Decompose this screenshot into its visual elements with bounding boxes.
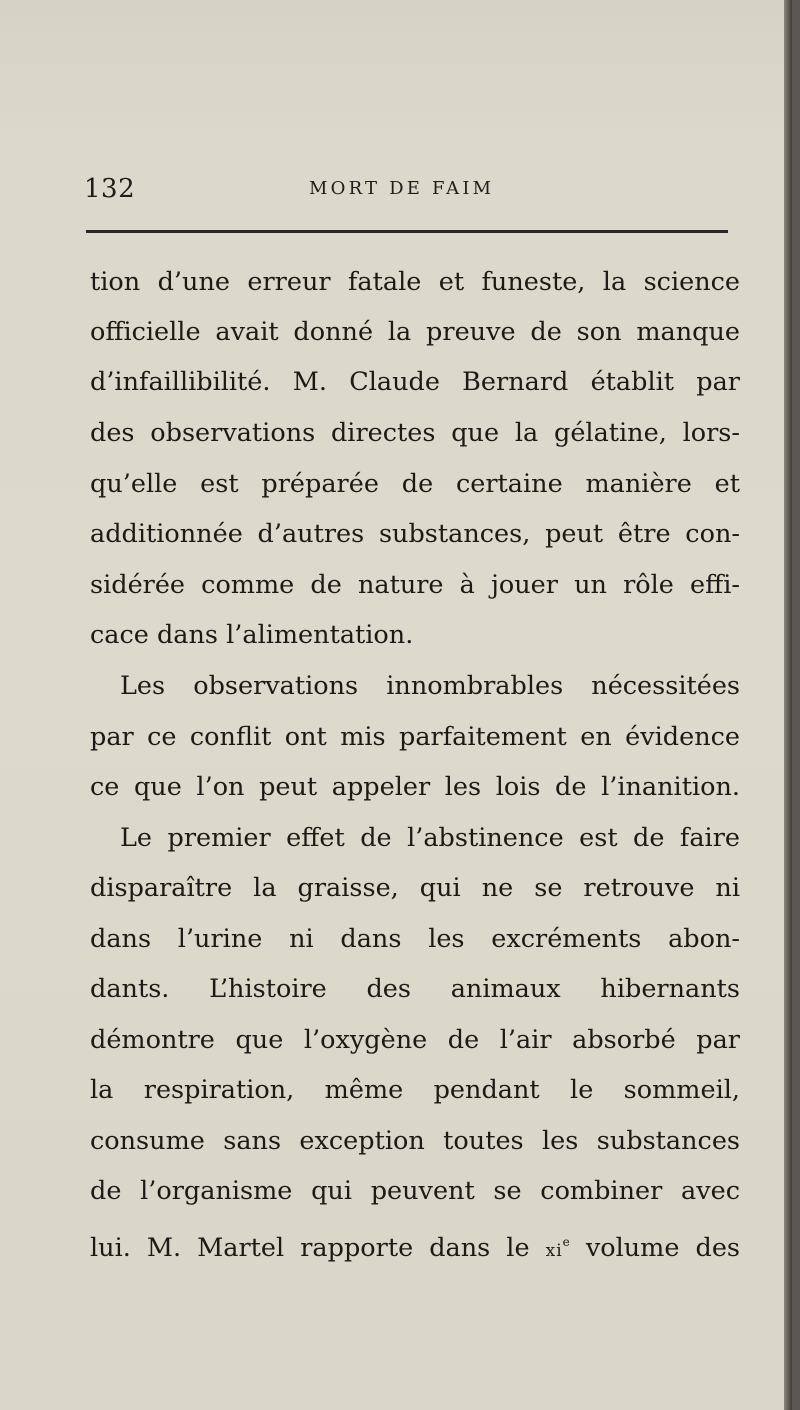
text-line: cace dans l’alimentation. (90, 620, 414, 650)
line-text: volume des (569, 1233, 740, 1263)
text-line: la respiration, même pendant le sommeil, (90, 1075, 740, 1105)
text-line: qu’elle est préparée de certaine manière et (90, 469, 740, 499)
page-number: 132 (84, 174, 136, 204)
page-edge (784, 0, 792, 1410)
text-line: additionnée d’autres substances, peut être con- (90, 519, 740, 549)
text-line-last (90, 1217, 740, 1267)
text-line: consume sans exception toutes les substances (90, 1126, 740, 1156)
text-line: disparaître la graisse, qui ne se retrouve ni (90, 873, 740, 903)
text-line: Les observations innombrables nécessitées (120, 671, 740, 701)
page-header (84, 172, 732, 208)
superscript: e (562, 1235, 570, 1249)
header-rule (86, 230, 728, 233)
text-line: sidérée comme de nature à jouer un rôle effi- (90, 570, 740, 600)
running-title: MORT DE FAIM (309, 178, 495, 199)
text-line: ce que l’on peut appeler les lois de l’inanition. (90, 772, 740, 802)
roman-numeral: xi (545, 1241, 563, 1261)
text-line: par ce conflit ont mis parfaitement en évidence (90, 722, 740, 752)
text-line: des observations directes que la gélatine, lors- (90, 418, 740, 448)
text-line: d’infaillibilité. M. Claude Bernard établit par (90, 367, 740, 397)
text-line: officielle avait donné la preuve de son manque (90, 317, 740, 347)
text-line: de l’organisme qui peuvent se combiner avec (90, 1176, 740, 1206)
text-line: démontre que l’oxygène de l’air absorbé par (90, 1025, 740, 1055)
line-text: lui. M. Martel rapporte dans le (90, 1233, 546, 1263)
text-line: Le premier effet de l’abstinence est de faire (120, 823, 740, 853)
text-line: tion d’une erreur fatale et funeste, la science (90, 267, 740, 297)
text-line: dans l’urine ni dans les excréments abon- (90, 924, 740, 954)
text-line: dants. L’histoire des animaux hibernants (90, 974, 740, 1004)
